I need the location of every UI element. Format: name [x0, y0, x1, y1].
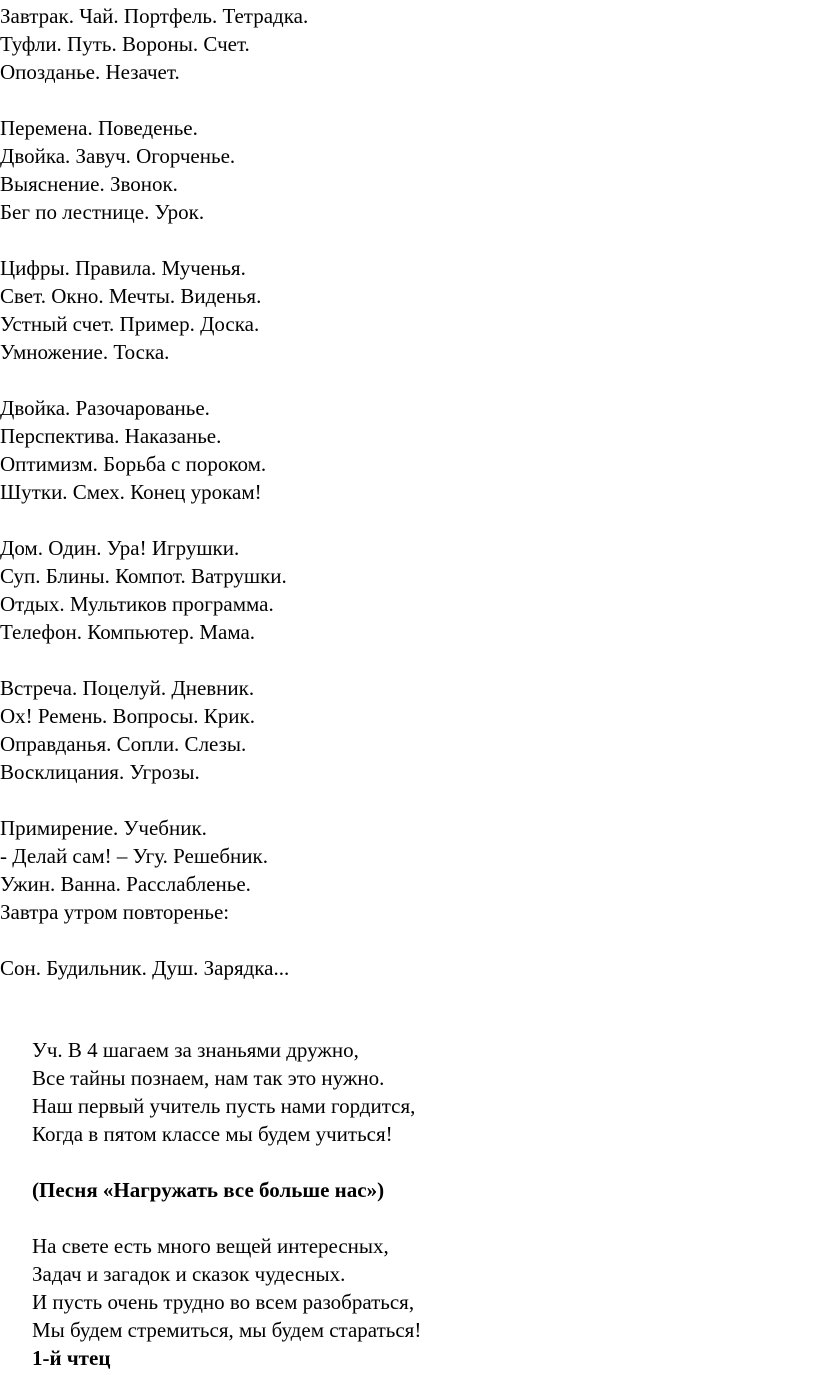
poem-line: Завтра утром повторенье:	[0, 900, 230, 924]
song-verse-line: Задач и загадок и сказок чудесных.	[32, 1262, 346, 1286]
teacher-verse-line: Наш первый учитель пусть нами гордится,	[32, 1094, 416, 1118]
poem-line: Выяснение. Звонок.	[0, 172, 178, 196]
poem-line: Оптимизм. Борьба с пороком.	[0, 452, 267, 476]
poem-line: Суп. Блины. Компот. Ватрушки.	[0, 564, 287, 588]
poem-line: Отдых. Мультиков программа.	[0, 592, 274, 616]
poem-line: Опозданье. Незачет.	[0, 60, 180, 84]
poem-line: Восклицания. Угрозы.	[0, 760, 200, 784]
song-verse-line: И пусть очень трудно во всем разобраться,	[32, 1290, 415, 1314]
poem-line: Примирение. Учебник.	[0, 816, 207, 840]
poem-line: Бег по лестнице. Урок.	[0, 200, 205, 224]
poem-line: Ох! Ремень. Вопросы. Крик.	[0, 704, 255, 728]
song-verse-line: Мы будем стремиться, мы будем стараться!	[32, 1318, 422, 1342]
poem-line: Свет. Окно. Мечты. Виденья.	[0, 284, 262, 308]
poem-line: Ужин. Ванна. Расслабленье.	[0, 872, 251, 896]
poem-line: Перемена. Поведенье.	[0, 116, 198, 140]
poem-line: Шутки. Смех. Конец урокам!	[0, 480, 262, 504]
poem-line: Дом. Один. Ура! Игрушки.	[0, 536, 240, 560]
poem-line: Телефон. Компьютер. Мама.	[0, 620, 256, 644]
poem-line: Завтрак. Чай. Портфель. Тетрадка.	[0, 4, 309, 28]
poem-line: Туфли. Путь. Вороны. Счет.	[0, 32, 250, 56]
poem-line: Цифры. Правила. Мученья.	[0, 256, 246, 280]
poem-line: Перспектива. Наказанье.	[0, 424, 222, 448]
song-title: (Песня «Нагружать все больше нас»)	[32, 1178, 385, 1202]
teacher-verse-line: Когда в пятом классе мы будем учиться!	[32, 1122, 393, 1146]
poem-line: Двойка. Завуч. Огорченье.	[0, 144, 236, 168]
teacher-verse-line: Все тайны познаем, нам так это нужно.	[32, 1066, 385, 1090]
poem-line: - Делай сам! – Угу. Решебник.	[0, 844, 268, 868]
teacher-verse-line: Уч. В 4 шагаем за знаньями дружно,	[32, 1038, 359, 1062]
poem-line: Умножение. Тоска.	[0, 340, 170, 364]
poem-line: Двойка. Разочарованье.	[0, 396, 210, 420]
reader-label: 1-й чтец	[32, 1346, 111, 1370]
poem-line: Сон. Будильник. Душ. Зарядка...	[0, 956, 290, 980]
poem-line: Встреча. Поцелуй. Дневник.	[0, 676, 255, 700]
poem-line: Устный счет. Пример. Доска.	[0, 312, 260, 336]
song-verse-line: На свете есть много вещей интересных,	[32, 1234, 389, 1258]
poem-line: Оправданья. Сопли. Слезы.	[0, 732, 247, 756]
